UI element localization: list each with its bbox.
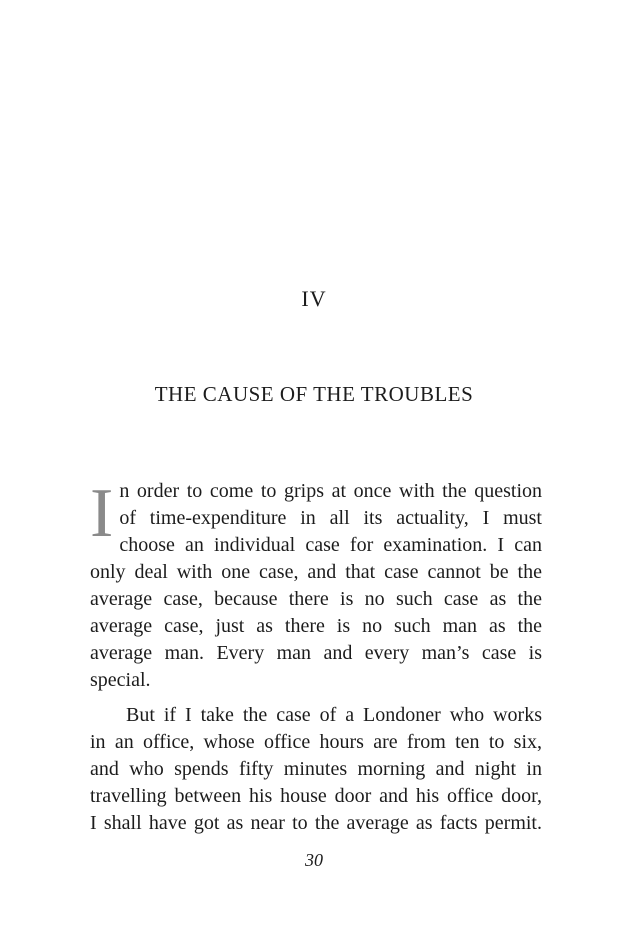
text-line: in an office, whose office hours are from ten to six, [90,731,542,753]
text-line: special. [90,669,151,691]
text-line: I shall have got as near to the average as facts permit. [90,812,542,834]
text-line: choose an individual case for examination. I can [119,534,542,556]
text-line: average case, because there is no such case as the [90,588,542,610]
paragraph-2 [90,702,542,837]
body-text [90,475,542,837]
text-line: of time-expenditure in all its actuality, I must [119,507,542,529]
text-line: only deal with one case, and that case cannot be the [90,561,542,583]
chapter-title: THE CAUSE OF THE TROUBLES [154,382,474,406]
drop-cap: I [90,475,114,552]
text-line: and who spends fifty minutes morning and night in [90,758,542,780]
text-line: But if I take the case of a Londoner who works [126,704,542,726]
text-line: average case, just as there is no such man as the [90,615,542,637]
text-line: n order to come to grips at once with the question [119,480,542,502]
page-number: 30 [305,850,323,870]
paragraph-1 [90,475,542,694]
text-line: average man. Every man and every man’s case is [90,642,542,664]
chapter-number: IV [301,286,327,311]
text-line: travelling between his house door and his office door, [90,785,542,807]
